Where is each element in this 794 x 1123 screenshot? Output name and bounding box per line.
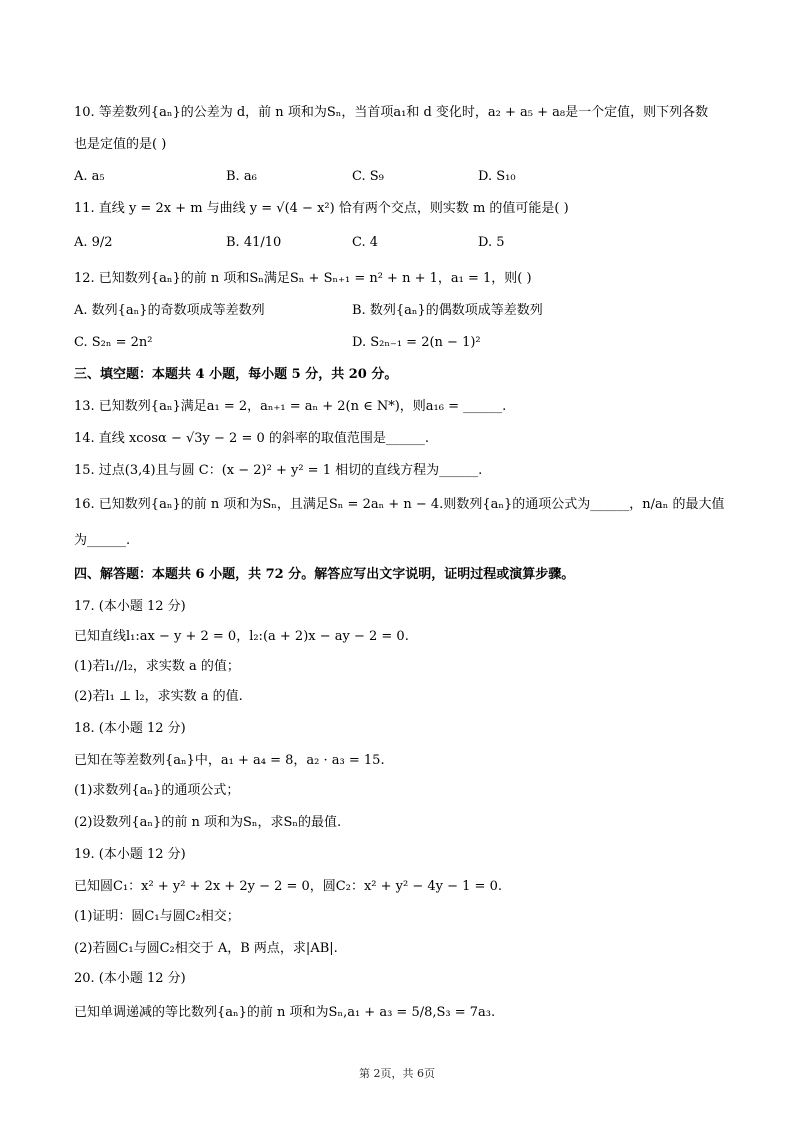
q14-stem: 14. 直线 xcosα − √3y − 2 = 0 的斜率的取值范围是______. — [74, 431, 430, 446]
q16-stem-line1: 16. 已知数列{aₙ}的前 n 项和为Sₙ，且满足Sₙ = 2aₙ + n − 4.则数列{aₙ}的通项公式为______，n/aₙ 的最大值 — [74, 497, 725, 512]
section3-heading: 三、填空题：本题共 4 小题，每小题 5 分，共 20 分。 — [74, 367, 398, 382]
q12-option-c: C. S₂ₙ = 2n² — [74, 335, 153, 350]
q10-option-b: B. a₆ — [226, 169, 257, 184]
q19-heading: 19. (本小题 12 分) — [74, 847, 186, 862]
q10-stem-line2: 也是定值的是( ) — [74, 137, 167, 152]
q11-option-b: B. 41/10 — [226, 235, 282, 250]
q18-part1: (1)求数列{aₙ}的通项公式； — [74, 783, 240, 798]
q12-stem: 12. 已知数列{aₙ}的前 n 项和Sₙ满足Sₙ + Sₙ₊₁ = n² + n + 1，a₁ = 1，则( ) — [74, 271, 532, 286]
q17-part2: (2)若l₁ ⊥ l₂，求实数 a 的值. — [74, 689, 243, 704]
q11-option-a: A. 9/2 — [74, 235, 113, 250]
q12-option-b: B. 数列{aₙ}的偶数项成等差数列 — [352, 303, 543, 318]
q20-heading: 20. (本小题 12 分) — [74, 971, 186, 986]
q10-option-c: C. S₉ — [352, 169, 384, 184]
q16-stem-line2: 为______. — [74, 533, 131, 548]
q11-option-d: D. 5 — [478, 235, 505, 250]
q19-part1: (1)证明：圆C₁与圆C₂相交； — [74, 909, 240, 924]
q18-given: 已知在等差数列{aₙ}中，a₁ + a₄ = 8，a₂ · a₃ = 15. — [74, 753, 385, 768]
q10-option-a: A. a₅ — [74, 169, 105, 184]
q10-option-d: D. S₁₀ — [478, 169, 516, 184]
q11-stem: 11. 直线 y = 2x + m 与曲线 y = √(4 − x²) 恰有两个交点，则实数 m 的值可能是( ) — [74, 201, 569, 216]
q19-given: 已知圆C₁：x² + y² + 2x + 2y − 2 = 0，圆C₂：x² + y² − 4y − 1 = 0. — [74, 879, 502, 894]
q17-part1: (1)若l₁//l₂，求实数 a 的值； — [74, 659, 240, 674]
q18-part2: (2)设数列{aₙ}的前 n 项和为Sₙ，求Sₙ的最值. — [74, 815, 342, 830]
q12-option-a: A. 数列{aₙ}的奇数项成等差数列 — [74, 303, 265, 318]
q12-option-d: D. S₂ₙ₋₁ = 2(n − 1)² — [352, 335, 481, 350]
q13-stem: 13. 已知数列{aₙ}满足a₁ = 2，aₙ₊₁ = aₙ + 2(n ∈ N*)，则a₁₆ = ______. — [74, 399, 507, 414]
page-footer: 第 2页，共 6页 — [359, 1067, 435, 1080]
q15-stem: 15. 过点(3,4)且与圆 C：(x − 2)² + y² = 1 相切的直线方程为______. — [74, 463, 483, 478]
q18-heading: 18. (本小题 12 分) — [74, 721, 186, 736]
q10-stem-line1: 10. 等差数列{aₙ}的公差为 d，前 n 项和为Sₙ，当首项a₁和 d 变化时，a₂ + a₅ + a₈是一个定值，则下列各数 — [74, 105, 709, 120]
q17-given: 已知直线l₁:ax − y + 2 = 0，l₂:(a + 2)x − ay − 2 = 0. — [74, 629, 409, 644]
q17-heading: 17. (本小题 12 分) — [74, 599, 186, 614]
q11-option-c: C. 4 — [352, 235, 379, 250]
section4-heading: 四、解答题：本题共 6 小题，共 72 分。解答应写出文字说明，证明过程或演算步骤。 — [74, 567, 575, 582]
q20-given: 已知单调递减的等比数列{aₙ}的前 n 项和为Sₙ,a₁ + a₃ = 5/8,S₃ = 7a₃. — [74, 1005, 496, 1020]
q19-part2: (2)若圆C₁与圆C₂相交于 A，B 两点，求|AB|. — [74, 941, 338, 956]
